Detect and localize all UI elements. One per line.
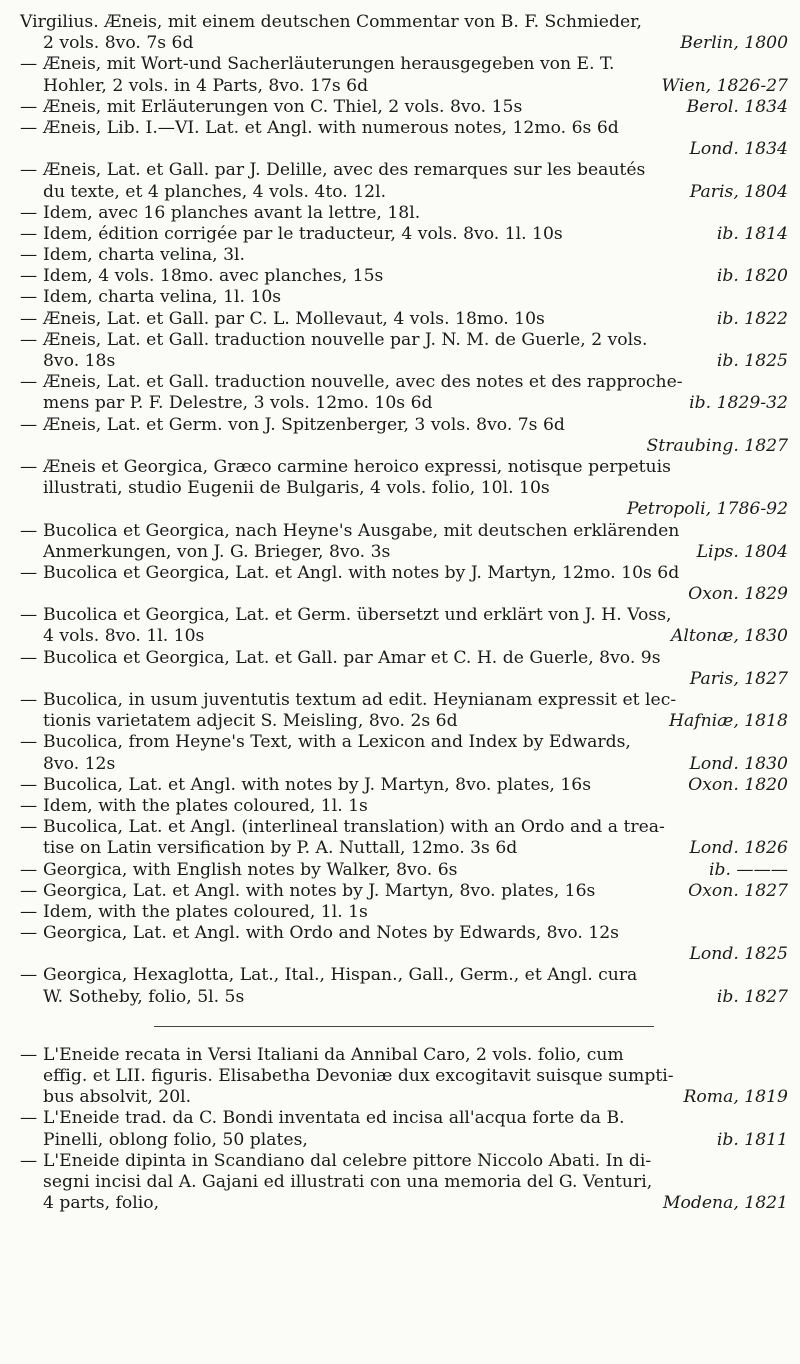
ditto-dash: — xyxy=(20,647,38,668)
imprint: Hafniæ, 1818 xyxy=(669,711,788,732)
entry-text: Æneis, Lib. I.—VI. Lat. et Angl. with numerous notes, 12mo. 6s 6d xyxy=(43,117,619,138)
entry-line xyxy=(20,754,788,775)
ditto-dash: — xyxy=(20,817,38,838)
entry-text: Bucolica, Lat. et Angl. (interlineal translation) with an Ordo and a trea- xyxy=(43,817,665,838)
catalogue-entry xyxy=(20,309,788,330)
imprint: Lond. 1834 xyxy=(689,139,788,160)
ditto-dash: — xyxy=(20,202,38,223)
entry-line xyxy=(20,478,788,499)
ditto-dash: — xyxy=(20,54,38,75)
catalogue-entry xyxy=(20,902,788,923)
catalogue-entry xyxy=(20,817,788,859)
entry-text: Virgilius. Æneis, mit einem deutschen Commentar von B. F. Schmieder, xyxy=(20,12,642,32)
entry-line xyxy=(20,817,788,838)
ditto-dash: — xyxy=(20,859,38,880)
italian-editions-list xyxy=(20,1045,788,1215)
entry-text: Æneis, Lat. et Gall. traduction nouvelle par J. N. M. de Guerle, 2 vols. xyxy=(43,329,648,350)
entry-line xyxy=(20,33,788,54)
ditto-dash: — xyxy=(20,266,38,287)
entry-text: Bucolica, from Heyne's Text, with a Lexicon and Index by Edwards, xyxy=(43,732,631,753)
entry-text: Æneis, mit Erläuterungen von C. Thiel, 2 vols. 8vo. 15s xyxy=(43,96,523,117)
catalogue-entry xyxy=(20,54,788,96)
entry-line xyxy=(20,1066,788,1087)
imprint: ib. 1814 xyxy=(716,223,788,244)
entry-line xyxy=(20,542,788,563)
entry-line xyxy=(20,669,788,690)
entry-line xyxy=(20,415,788,436)
catalogue-entry xyxy=(20,457,788,521)
entry-line xyxy=(20,139,788,160)
entry-text: illustrati, studio Eugenii de Bulgaris, 4 vols. folio, 10l. 10s xyxy=(43,478,550,499)
entry-line xyxy=(20,245,788,266)
entry-text: L'Eneide trad. da C. Bondi inventata ed incisa all'acqua forte da B. xyxy=(43,1108,625,1129)
entry-text: du texte, et 4 planches, 4 vols. 4to. 12l. xyxy=(43,181,387,202)
ditto-dash: — xyxy=(20,1150,38,1171)
entry-text: Idem, with the plates coloured, 1l. 1s xyxy=(43,795,368,816)
ditto-dash: — xyxy=(20,880,38,901)
ditto-dash: — xyxy=(20,605,38,626)
entry-text: Georgica, Lat. et Angl. with notes by J. Martyn, 8vo. plates, 16s xyxy=(43,880,596,901)
entry-line xyxy=(20,1045,788,1066)
imprint: Berol. 1834 xyxy=(686,96,788,117)
ditto-dash: — xyxy=(20,901,38,922)
catalogue-entry xyxy=(20,860,788,881)
entry-line xyxy=(20,923,788,944)
imprint: Paris, 1827 xyxy=(689,668,788,689)
entry-text: Æneis, Lat. et Gall. par C. L. Mollevaut, 4 vols. 18mo. 10s xyxy=(43,308,545,329)
imprint: ib. 1820 xyxy=(716,266,788,287)
entry-text: Idem, charta velina, 3l. xyxy=(43,245,245,266)
imprint: Lips. 1804 xyxy=(696,541,788,562)
entry-text: L'Eneide dipinta in Scandiano dal celebre pittore Niccolo Abati. In di- xyxy=(43,1150,652,1171)
catalogue-entry xyxy=(20,690,788,732)
imprint: Oxon. 1827 xyxy=(688,880,788,901)
imprint: Petropoli, 1786-92 xyxy=(626,499,788,520)
entry-line xyxy=(20,944,788,965)
imprint: Oxon. 1829 xyxy=(688,584,788,605)
entry-text: 8vo. 18s xyxy=(43,351,116,371)
ditto-dash: — xyxy=(20,372,38,393)
catalogue-entry xyxy=(20,648,788,690)
ditto-dash: — xyxy=(20,965,38,986)
entry-line xyxy=(20,1087,788,1108)
entry-text: effig. et LII. figuris. Elisabetha Devoniæ dux excogitavit suisque sumpti- xyxy=(43,1066,674,1086)
entry-line xyxy=(20,436,788,457)
imprint: ib. 1822 xyxy=(716,308,788,329)
entry-line xyxy=(20,584,788,605)
ditto-dash: — xyxy=(20,690,38,710)
entry-line xyxy=(20,457,788,478)
entry-text: 8vo. 12s xyxy=(43,753,116,774)
imprint: ib. 1811 xyxy=(716,1129,788,1150)
catalogue-entry xyxy=(20,775,788,796)
imprint: Lond. 1826 xyxy=(689,838,788,859)
entry-text: Bucolica et Georgica, Lat. et Angl. with notes by J. Martyn, 12mo. 10s 6d xyxy=(43,562,680,583)
catalogue-entry xyxy=(20,415,788,457)
entry-line xyxy=(20,775,788,796)
entry-line xyxy=(20,1108,788,1129)
entry-line xyxy=(20,309,788,330)
entry-line xyxy=(20,224,788,245)
imprint: ib. 1827 xyxy=(716,986,788,1007)
entry-line xyxy=(20,1172,788,1193)
entry-line xyxy=(20,1130,788,1151)
entry-line xyxy=(20,1151,788,1172)
section-divider xyxy=(154,1026,654,1027)
imprint: Lond. 1825 xyxy=(689,944,788,965)
entry-line xyxy=(20,1193,788,1214)
entry-line xyxy=(20,838,788,859)
catalogue-entry xyxy=(20,160,788,202)
entry-text: Æneis, mit Wort-und Sacherläuterungen herausgegeben von E. T. xyxy=(43,54,615,75)
catalogue-entry xyxy=(20,330,788,372)
entry-text: Æneis, Lat. et Germ. von J. Spitzenberger, 3 vols. 8vo. 7s 6d xyxy=(43,414,565,435)
entry-text: Idem, édition corrigée par le traducteur, 4 vols. 8vo. 1l. 10s xyxy=(43,223,563,244)
catalogue-entry xyxy=(20,97,788,118)
entry-text: tionis varietatem adjecit S. Meisling, 8vo. 2s 6d xyxy=(43,711,458,732)
entry-line xyxy=(20,393,788,414)
ditto-dash: — xyxy=(20,923,38,944)
entry-line xyxy=(20,648,788,669)
entry-text: Georgica, Lat. et Angl. with Ordo and Notes by Edwards, 8vo. 12s xyxy=(43,923,619,944)
entry-text: Idem, 4 vols. 18mo. avec planches, 15s xyxy=(43,266,384,287)
entry-line xyxy=(20,563,788,584)
ditto-dash: — xyxy=(20,96,38,117)
entry-line xyxy=(20,351,788,372)
imprint: Straubing. 1827 xyxy=(646,435,788,456)
entry-text: Idem, with the plates coloured, 1l. 1s xyxy=(43,901,368,922)
entry-text: Bucolica et Georgica, Lat. et Germ. übersetzt und erklärt von J. H. Voss, xyxy=(43,605,672,626)
ditto-dash: — xyxy=(20,562,38,583)
catalogue-entry xyxy=(20,266,788,287)
entry-text: 2 vols. 8vo. 7s 6d xyxy=(43,33,194,54)
ditto-dash: — xyxy=(20,520,38,541)
ditto-dash: — xyxy=(20,117,38,138)
entry-line xyxy=(20,76,788,97)
entry-text: 4 parts, folio, xyxy=(43,1193,160,1214)
entry-line xyxy=(20,987,788,1008)
entry-text: 4 vols. 8vo. 1l. 10s xyxy=(43,626,205,647)
ditto-dash: — xyxy=(20,732,38,753)
entry-text: Anmerkungen, von J. G. Brieger, 8vo. 3s xyxy=(43,541,391,562)
imprint: Lond. 1830 xyxy=(689,753,788,774)
ditto-dash: — xyxy=(20,223,38,244)
entry-line xyxy=(20,605,788,626)
entry-text: Bucolica et Georgica, nach Heyne's Ausgabe, mit deutschen erklärenden xyxy=(43,520,680,541)
ditto-dash: — xyxy=(20,160,38,181)
catalogue-page xyxy=(20,12,788,1214)
entry-text: Bucolica et Georgica, Lat. et Gall. par Amar et C. H. de Guerle, 8vo. 9s xyxy=(43,647,661,668)
ditto-dash: — xyxy=(20,329,38,350)
entry-line xyxy=(20,626,788,647)
entry-text: Æneis, Lat. et Gall. par J. Delille, avec des remarques sur les beautés xyxy=(43,160,646,181)
imprint: Altonæ, 1830 xyxy=(670,626,788,647)
entry-line xyxy=(20,881,788,902)
entry-line xyxy=(20,203,788,224)
imprint: Roma, 1819 xyxy=(683,1087,788,1108)
catalogue-entry xyxy=(20,605,788,647)
entry-line xyxy=(20,965,788,986)
catalogue-entry xyxy=(20,965,788,1007)
catalogue-entry xyxy=(20,118,788,160)
entry-text: Æneis et Georgica, Græco carmine heroico expressi, notisque perpetuis xyxy=(43,456,671,477)
entry-text: Æneis, Lat. et Gall. traduction nouvelle, avec des notes et des rapproche- xyxy=(43,372,683,393)
entry-text: Idem, avec 16 planches avant la lettre, 18l. xyxy=(43,202,421,223)
entry-line xyxy=(20,118,788,139)
entry-text: tise on Latin versification by P. A. Nuttall, 12mo. 3s 6d xyxy=(43,838,518,859)
entry-line xyxy=(20,54,788,75)
ditto-dash: — xyxy=(20,287,38,308)
ditto-dash: — xyxy=(20,1108,38,1129)
entry-line xyxy=(20,499,788,520)
imprint: Wien, 1826-27 xyxy=(661,75,788,96)
catalogue-entry xyxy=(20,12,788,54)
catalogue-entry xyxy=(20,1108,788,1150)
catalogue-entry xyxy=(20,923,788,965)
entry-text: segni incisi dal A. Gajani ed illustrati con una memoria del G. Venturi, xyxy=(43,1171,653,1192)
imprint: ib. ——— xyxy=(709,859,788,880)
catalogue-entry xyxy=(20,563,788,605)
entry-text: mens par P. F. Delestre, 3 vols. 12mo. 10s 6d xyxy=(43,393,433,414)
entry-text: Idem, charta velina, 1l. 10s xyxy=(43,287,282,308)
entry-line xyxy=(20,182,788,203)
entry-line xyxy=(20,732,788,753)
imprint: Modena, 1821 xyxy=(662,1193,788,1214)
ditto-dash: — xyxy=(20,456,38,477)
imprint: ib. 1825 xyxy=(716,351,788,371)
catalogue-entry xyxy=(20,796,788,817)
catalogue-entry xyxy=(20,372,788,414)
entry-line xyxy=(20,266,788,287)
catalogue-entry xyxy=(20,224,788,245)
entry-line xyxy=(20,97,788,118)
entry-line xyxy=(20,12,788,33)
entry-text: L'Eneide recata in Versi Italiani da Annibal Caro, 2 vols. folio, cum xyxy=(43,1044,624,1065)
imprint: Paris, 1804 xyxy=(689,181,788,202)
entry-text: Bucolica, Lat. et Angl. with notes by J. Martyn, 8vo. plates, 16s xyxy=(43,774,592,795)
ditto-dash: — xyxy=(20,795,38,816)
ditto-dash: — xyxy=(20,774,38,795)
entry-line xyxy=(20,860,788,881)
catalogue-entry xyxy=(20,881,788,902)
entry-line xyxy=(20,160,788,181)
ditto-dash: — xyxy=(20,414,38,435)
catalogue-entry xyxy=(20,732,788,774)
entry-line xyxy=(20,711,788,732)
entry-line xyxy=(20,287,788,308)
entry-text: Georgica, Hexaglotta, Lat., Ital., Hispan., Gall., Germ., et Angl. cura xyxy=(43,965,638,986)
entry-text: Georgica, with English notes by Walker, 8vo. 6s xyxy=(43,859,458,880)
catalogue-entry xyxy=(20,245,788,266)
ditto-dash: — xyxy=(20,308,38,329)
catalogue-entry xyxy=(20,1151,788,1215)
imprint: ib. 1829-32 xyxy=(689,393,788,414)
catalogue-entry xyxy=(20,203,788,224)
imprint: Oxon. 1820 xyxy=(688,774,788,795)
entry-text: Bucolica, in usum juventutis textum ad edit. Heynianam expressit et lec- xyxy=(43,690,677,710)
entry-line xyxy=(20,690,788,711)
entry-text: Hohler, 2 vols. in 4 Parts, 8vo. 17s 6d xyxy=(43,75,369,96)
entry-text: Pinelli, oblong folio, 50 plates, xyxy=(43,1129,308,1150)
entry-text: bus absolvit, 20l. xyxy=(43,1087,192,1108)
entry-text: W. Sotheby, folio, 5l. 5s xyxy=(43,986,245,1007)
entry-line xyxy=(20,372,788,393)
entry-line xyxy=(20,330,788,351)
entry-line xyxy=(20,521,788,542)
catalogue-entry xyxy=(20,1045,788,1109)
ditto-dash: — xyxy=(20,245,38,266)
catalogue-entry xyxy=(20,287,788,308)
virgil-editions-list xyxy=(20,12,788,1008)
entry-line xyxy=(20,902,788,923)
ditto-dash: — xyxy=(20,1044,38,1065)
entry-line xyxy=(20,796,788,817)
catalogue-entry xyxy=(20,521,788,563)
imprint: Berlin, 1800 xyxy=(680,33,788,54)
